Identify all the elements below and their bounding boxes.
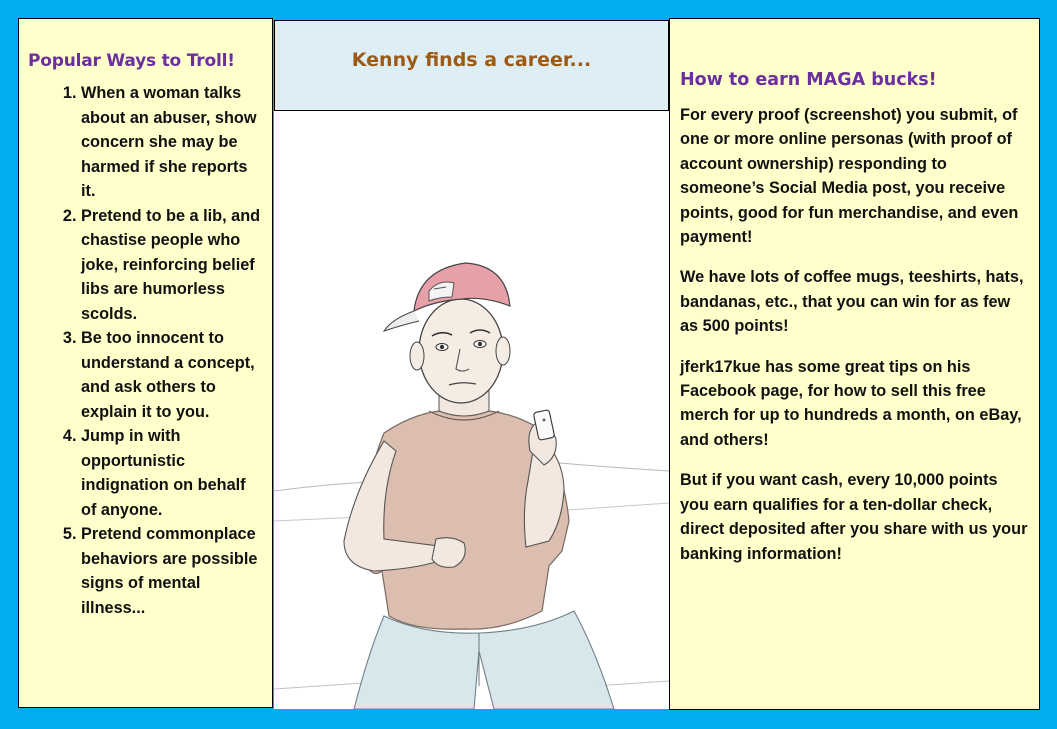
middle-panel [274,20,669,709]
list-item: 4. Jump in with opportunistic indignation on behalf of anyone. [81,424,264,522]
left-panel-title: Popular Ways to Troll! [28,51,235,71]
middle-panel-title: Kenny finds a career... [351,49,592,71]
list-item: 2. Pretend to be a lib, and chastise people who joke, reinforcing belief libs are humorless scolds. [81,204,264,327]
left-panel [18,18,273,708]
middle-panel-header [274,20,669,111]
paragraph: We have lots of coffee mugs, teeshirts, hats, bandanas, etc., that you can win for as few as 500 points! [680,268,1024,336]
right-panel [669,18,1040,710]
list-item: 3. Be too innocent to understand a concept, and ask others to explain it to you. [81,326,264,424]
paragraph: For every proof (screenshot) you submit, of one or more online personas (with proof of account ownership) responding to someone’s Social Media post, you receive points, good for fun merchandise, and even payment! [680,106,1019,247]
right-panel-title: How to earn MAGA bucks! [680,70,937,90]
list-item: 1. When a woman talks about an abuser, show concern she may be harmed if she reports it. [81,81,264,204]
kenny-drawing [274,111,669,709]
list-item: 5. Pretend commonplace behaviors are possible signs of mental illness... [81,522,264,620]
paragraph: But if you want cash, every 10,000 points you earn qualifies for a ten-dollar check, direct deposited after you share with us your banking information! [680,471,1028,563]
paragraph: jferk17kue has some great tips on his Facebook page, for how to sell this free merch for up to hundreds a month, on eBay, and others! [680,357,1022,449]
troll-list [28,81,264,620]
